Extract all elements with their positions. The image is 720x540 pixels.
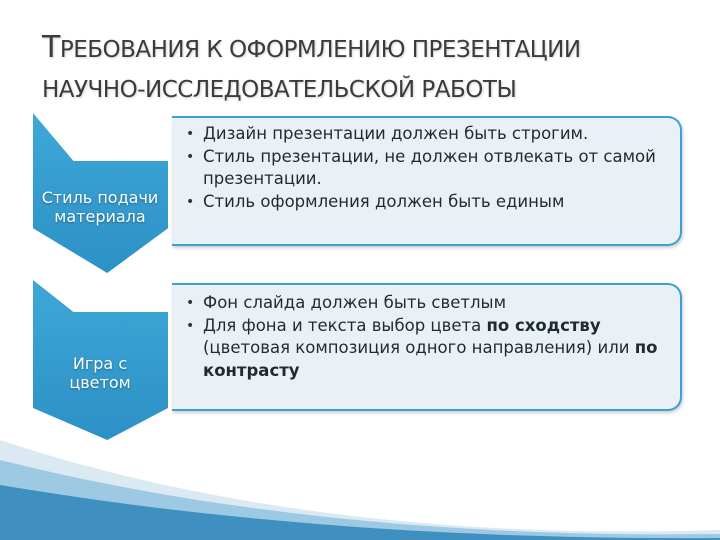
bullet-icon: • [186, 193, 195, 210]
bullet-item: • Стиль оформления должен быть единым [184, 191, 678, 214]
section-label-color: Игра с цветом [69, 354, 131, 392]
bullet-list-color [184, 292, 678, 382]
bullet-icon: • [186, 148, 195, 165]
title-line-2: НАУЧНО-ИССЛЕДОВАТЕЛЬСКОЙ РАБОТЫ [42, 77, 517, 103]
bullet-item: • Дизайн презентации должен быть строгим. [184, 123, 678, 146]
bullet-icon: • [186, 317, 195, 334]
bullet-list-style [184, 123, 678, 213]
title-line-1: ТРЕБОВАНИЯ К ОФОРМЛЕНИЮ ПРЕЗЕНТАЦИИ [42, 30, 581, 65]
bullet-icon: • [186, 295, 195, 311]
bullet-item: • Фон слайда должен быть светлым [184, 292, 678, 315]
decorative-wave [0, 430, 720, 540]
slide-title [42, 28, 702, 110]
bullet-icon: • [186, 126, 195, 142]
bullet-item: • Стиль презентации, не должен отвлекать от самой презентации. [186, 146, 656, 188]
section-label-style: Стиль подачи материала [41, 188, 159, 226]
bullet-item: • Для фона и текста выбор цвета по сходству (цветовая композиция одного направления) или по контрасту [186, 315, 658, 380]
